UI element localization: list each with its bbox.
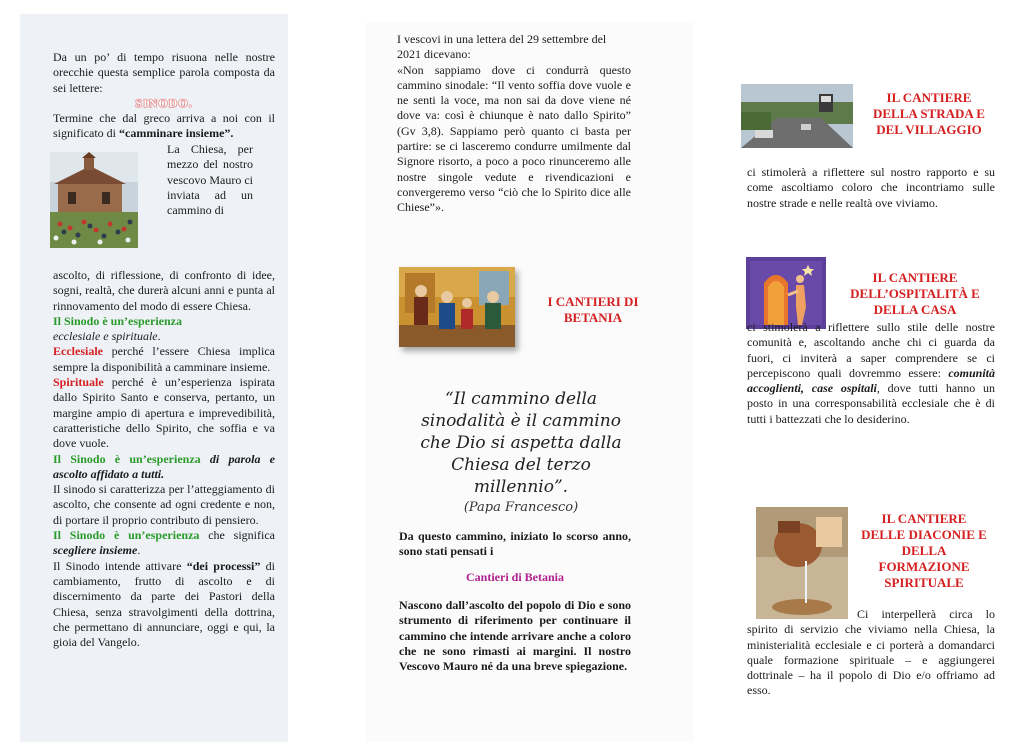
church-side-text: La Chiesa, per mezzo del nostro vescovo Mauro ci inviata ad un cammino di bbox=[167, 142, 253, 218]
cantiere-diaconie-text: Ci interpellerà circa lo spirito di servizio che viviamo nella Chiesa, la ministerialità ecclesiale e ci porterà a domandarci quale formazione spirituale – e aggiungerei dottrinale – ha il popolo di Dio e/o offriamo ad esso. bbox=[747, 607, 995, 698]
cantiere-ospitalita-title: IL CANTIERE DELL’OSPITALITÀ E DELLA CASA bbox=[850, 270, 980, 317]
vescovo-text bbox=[167, 142, 253, 218]
sinodo-2: Il Sinodo è un’esperienza di parola e ascolto affidato a tutti. bbox=[53, 451, 275, 481]
papa-author: (Papa Francesco) bbox=[463, 500, 579, 515]
cantiere-strada-text: ci stimolerà a riflettere sul nostro rapporto e su come ascoltiamo coloro che incontriamo sulle nostre strade e nelle realtà ove viviamo. bbox=[747, 165, 995, 210]
sinodo-3: Il Sinodo è un’esperienza che significa scegliere insieme. bbox=[53, 528, 275, 558]
nascono-text: Nascono dall’ascolto del popolo di Dio e sono strumento di riferimento per continuare il cammino che intende arrivare anche a coloro che ne sono rimasti ai margini. Il nostro Vescovo Mauro né da una breve spiegazione. bbox=[399, 598, 631, 674]
road-photo bbox=[741, 84, 853, 148]
camminare-insieme: “camminare insieme”. bbox=[119, 126, 234, 141]
letter-quote: «Non sappiamo dove ci condurrà questo cammino sinodale: “Il vento soffia dove vuole e ne senti la voce, ma non sai da dove viene né dove va: così è chiunque è nato dallo Spirito” (Gv 3,8). Sappiamo però quanto ci basta per partire: se ci lasceremo condurre umilmente dal Signore risorto, a poco a poco rinunceremo alle nostre singole vedute e rivendicazioni e convergeremo verso “ciò che lo Spirito dice alle Chiese”». bbox=[397, 62, 631, 215]
cantiere-strada-title: IL CANTIERE DELLA STRADA E DEL VILLAGGIO bbox=[873, 90, 985, 137]
cammino-text: Da questo cammino, iniziato lo scorso anno, sono stati pensati i bbox=[399, 529, 631, 559]
cantiere-ospitalita-text: ci stimolerà a riflettere sullo stile delle nostre comunità e, ascoltando anche chi ci guarda da fuori, ci inviterà a saper comprendere se ci percepiscono quali dovremmo essere: comunità accoglienti, case ospitali, dove tutti hanno un posto in una corresponsabilità ecclesiale che è di tutti i battezzati che lo desiderino. bbox=[747, 320, 995, 426]
camminare-lead: Termine che dal greco arriva a noi con il significato di bbox=[53, 110, 275, 141]
ascolto-text: ascolto, di riflessione, di confronto di idee, sogni, realtà, che durerà alcuni anni e punta al rinnovamento del modo di essere Chiesa. bbox=[53, 268, 275, 313]
panel-middle bbox=[365, 22, 693, 742]
cantieri-name: Cantieri di Betania bbox=[466, 570, 564, 584]
left-column-text bbox=[53, 50, 275, 141]
ascolto-paragraph: Il sinodo si caratterizza per l’atteggiamento di ascolto, che consente ad ogni credente e non, di portare il proprio contributo di pensiero. bbox=[53, 482, 275, 527]
jug-photo bbox=[756, 507, 848, 619]
sinodo-word: SINODO. bbox=[135, 95, 193, 110]
sinodo-1: Il Sinodo è un’esperienza ecclesiale e spirituale. bbox=[53, 313, 183, 344]
cantieri-title: I CANTIERI DI BETANIA bbox=[547, 294, 639, 325]
hospitality-image bbox=[746, 257, 826, 329]
panel-right bbox=[715, 0, 1015, 751]
intro-text: Da un po’ di tempo risuona nelle nostre orecchie questa semplice parola composta da sei lettere: bbox=[53, 50, 275, 95]
betania-painting bbox=[399, 267, 515, 347]
ecclesiale-text: Ecclesiale perché l’essere Chiesa implica sempre la disponibilità a camminare insieme. bbox=[53, 344, 275, 374]
cantiere-diaconie-title: IL CANTIERE DELLE DIACONIE E DELLA FORMAZIONE SPIRITUALE bbox=[861, 511, 987, 590]
letter-block bbox=[397, 32, 631, 216]
panel-left bbox=[20, 14, 288, 742]
left-column-lower bbox=[53, 268, 275, 650]
spirituale-text: Spirituale perché è un’esperienza ispirata dallo Spirito Santo e conserva, pertanto, un margine ampio di apertura e imprevedibilità, caratteristiche dello Spirito, che soffia e va dove vuole. bbox=[53, 375, 275, 451]
letter-intro: I vescovi in una lettera del 29 settembre del 2021 dicevano: bbox=[397, 32, 607, 62]
camminare-paragraph bbox=[53, 111, 275, 142]
papa-quote: “Il cammino della sinodalità è il cammino che Dio si aspetta dalla Chiesa del terzo millennio”. bbox=[420, 389, 622, 497]
processi-paragraph: Il Sinodo intende attivare “dei processi” di cambiamento, frutto di ascolto e di discernimento da parte dei Pastori della Chiesa, senza stravolgimenti della dottrina, che permettano di annunciare, oggi e qui, la gioia del Vangelo. bbox=[53, 558, 276, 650]
church-photo bbox=[50, 152, 138, 248]
